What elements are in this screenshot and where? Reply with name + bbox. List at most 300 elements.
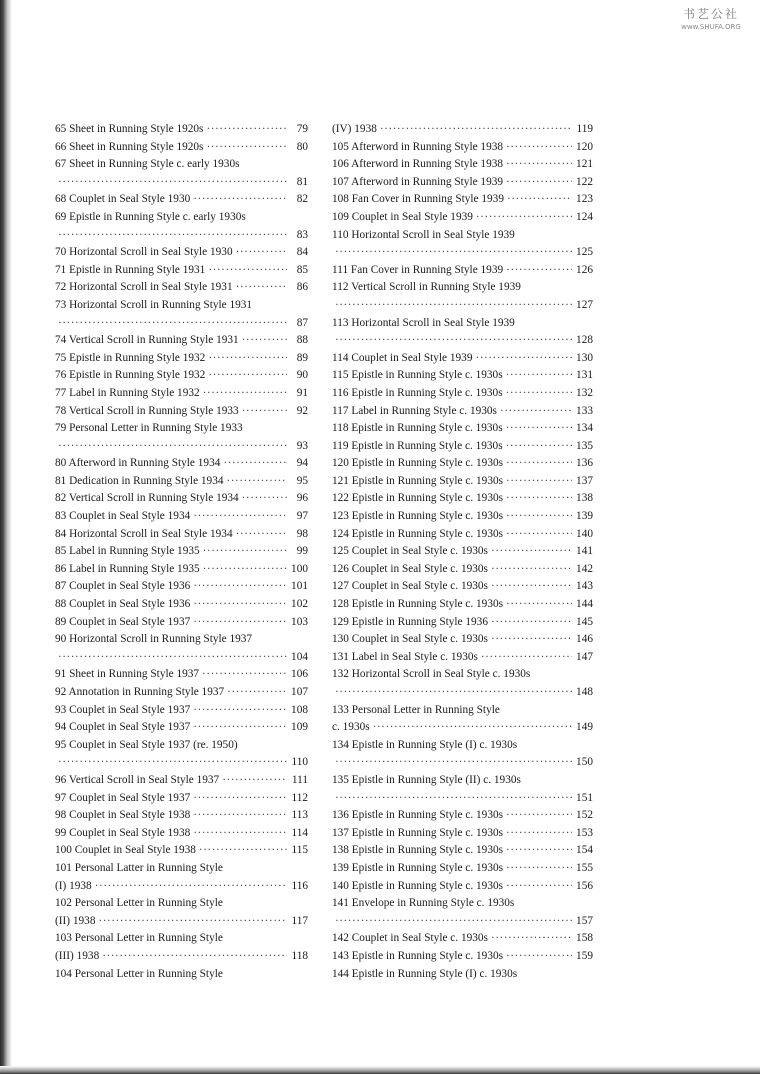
toc-entry-title: 135 Epistle in Running Style (II) c. 1930s (332, 773, 521, 786)
toc-entry-page: 88 (296, 334, 308, 347)
toc-entry-page: 79 (296, 123, 308, 135)
toc-entry-page: 109 (291, 721, 308, 734)
dot-leader (222, 772, 287, 790)
toc-entry-title: 128 Epistle in Running Style c. 1930s (332, 598, 504, 611)
dot-leader (236, 279, 287, 297)
toc-entry (332, 209, 593, 227)
toc-entry (332, 737, 593, 755)
toc-entry-title: 99 Couplet in Seal Style 1938 (55, 826, 191, 839)
toc-entry-page: 138 (576, 492, 593, 505)
toc-entry (332, 227, 593, 245)
toc-entry-page: 157 (576, 914, 593, 927)
toc-entry (332, 332, 593, 350)
toc-entry (332, 666, 593, 684)
toc-entry (332, 631, 593, 649)
dot-leader (506, 438, 572, 456)
toc-entry-title: 72 Horizontal Scroll in Seal Style 1931 (55, 281, 233, 294)
toc-entry (55, 367, 308, 385)
toc-entry (55, 578, 308, 596)
toc-entry-page: 82 (296, 193, 308, 206)
toc-entry (332, 825, 593, 843)
dot-leader (335, 244, 572, 262)
toc-entry-title: 87 Couplet in Seal Style 1936 (55, 580, 191, 593)
toc-entry (55, 244, 308, 262)
toc-entry-title: (I) 1938 (55, 879, 92, 892)
dot-leader (58, 649, 287, 667)
dot-leader (506, 139, 572, 157)
toc-entry (332, 702, 593, 720)
dot-leader (202, 666, 287, 684)
page-bottom-edge (0, 1066, 760, 1074)
toc-entry (55, 543, 308, 561)
toc-entry-page: 156 (576, 879, 593, 892)
toc-entry (332, 543, 593, 561)
toc-entry (332, 578, 593, 596)
toc-entry (332, 860, 593, 878)
toc-entry-page: 133 (576, 404, 593, 417)
toc-entry (55, 561, 308, 579)
watermark-stamp (672, 6, 750, 40)
toc-entry-title: 142 Couplet in Seal Style c. 1930s (332, 932, 488, 945)
toc-entry-page: 118 (291, 949, 308, 962)
toc-entry (55, 614, 308, 632)
toc-entry (55, 754, 308, 772)
toc-entry-title: 139 Epistle in Running Style c. 1930s (332, 861, 504, 874)
dot-leader (203, 543, 287, 561)
toc-entry-title: 79 Personal Letter in Running Style 1933 (55, 422, 243, 435)
dot-leader (203, 561, 287, 579)
dot-leader (491, 543, 572, 561)
toc-entry-page: 100 (291, 562, 308, 575)
toc-entry-page: 144 (576, 598, 593, 611)
toc-entry-title: 124 Epistle in Running Style c. 1930s (332, 527, 504, 540)
toc-entry (55, 121, 308, 139)
toc-entry-page: 103 (291, 615, 308, 628)
toc-entry (55, 930, 308, 948)
toc-entry-title: 78 Vertical Scroll in Running Style 1933 (55, 404, 239, 417)
toc-entry (55, 702, 308, 720)
toc-entry-page: 122 (576, 175, 593, 188)
toc-entry (332, 790, 593, 808)
toc-entry-page: 141 (576, 545, 593, 558)
toc-entry-page: 91 (296, 386, 308, 399)
toc-entry (332, 649, 593, 667)
toc-entry (332, 930, 593, 948)
toc-entry-title: 88 Couplet in Seal Style 1936 (55, 598, 191, 611)
dot-leader (58, 438, 287, 456)
dot-leader (506, 807, 572, 825)
toc-entry (55, 666, 308, 684)
toc-entry-title: 100 Couplet in Seal Style 1938 (55, 844, 196, 857)
toc-entry (55, 895, 308, 913)
toc-entry-page: 89 (296, 351, 308, 364)
toc-entry (55, 420, 308, 438)
dot-leader (227, 473, 288, 491)
dot-leader (491, 614, 572, 632)
page-binding-edge (0, 0, 12, 1074)
toc-entry-title: 77 Label in Running Style 1932 (55, 386, 200, 399)
toc-entry-page: 158 (576, 932, 593, 945)
toc-entry (332, 473, 593, 491)
toc-entry-page: 83 (296, 228, 308, 241)
toc-entry (332, 191, 593, 209)
toc-entry-title: 118 Epistle in Running Style c. 1930s (332, 422, 503, 435)
toc-entry-page: 86 (296, 281, 308, 294)
toc-entry (332, 139, 593, 157)
dot-leader (506, 367, 572, 385)
toc-entry-page: 126 (576, 263, 593, 276)
toc-entry (55, 807, 308, 825)
toc-entry (332, 174, 593, 192)
toc-entry-title: 84 Horizontal Scroll in Seal Style 1934 (55, 527, 233, 540)
dot-leader (335, 790, 572, 808)
toc-entry (332, 156, 593, 174)
toc-entry-title: 140 Epistle in Running Style c. 1930s (332, 879, 504, 892)
toc-entry-page: 125 (576, 246, 593, 259)
toc-entry (332, 948, 593, 966)
dot-leader (506, 385, 572, 403)
dot-leader (506, 174, 572, 192)
dot-leader (506, 825, 572, 843)
toc-entry-title: 82 Vertical Scroll in Running Style 1934 (55, 492, 239, 505)
toc-entry (55, 473, 308, 491)
toc-entry (332, 596, 593, 614)
toc-entry (332, 438, 593, 456)
toc-entry-title: 132 Horizontal Scroll in Seal Style c. 1930s (332, 668, 531, 681)
toc-entry (55, 649, 308, 667)
toc-entry-title: 134 Epistle in Running Style (I) c. 1930s (332, 738, 518, 751)
toc-entry (55, 315, 308, 333)
toc-entry (332, 614, 593, 632)
toc-entry (55, 737, 308, 755)
dot-leader (491, 631, 572, 649)
dot-leader (193, 191, 287, 209)
toc-entry (55, 227, 308, 245)
dot-leader (208, 350, 287, 368)
toc-entry-title: 104 Personal Letter in Running Style (55, 967, 223, 980)
dot-leader (335, 754, 572, 772)
toc-entry (332, 772, 593, 790)
toc-entry-title: 110 Horizontal Scroll in Seal Style 1939 (332, 228, 515, 241)
toc-entry-page: 135 (576, 439, 593, 452)
toc-entry-title: 143 Epistle in Running Style c. 1930s (332, 949, 504, 962)
dot-leader (335, 684, 572, 702)
toc-entry-page: 150 (576, 756, 593, 769)
toc-entry (55, 332, 308, 350)
dot-leader (507, 191, 572, 209)
dot-leader (475, 350, 572, 368)
toc-entry (55, 385, 308, 403)
dot-leader (193, 719, 287, 737)
toc-entry-page: 154 (576, 844, 593, 857)
toc-entry (332, 561, 593, 579)
dot-leader (491, 561, 572, 579)
toc-entry-title: 114 Couplet in Seal Style 1939 (332, 351, 473, 364)
toc-entry-title: 120 Epistle in Running Style c. 1930s (332, 457, 504, 470)
toc-entry-title: 98 Couplet in Seal Style 1938 (55, 809, 191, 822)
toc-entry (55, 490, 308, 508)
toc-entry (332, 684, 593, 702)
dot-leader (506, 473, 572, 491)
toc-entry-title: 106 Afterword in Running Style 1938 (332, 158, 504, 171)
toc-entry-page: 95 (296, 474, 308, 487)
dot-leader (58, 754, 287, 772)
watermark-title: 书艺公社 (682, 7, 739, 21)
toc-entry-page: 151 (576, 791, 593, 804)
toc-entry (55, 596, 308, 614)
toc-entry-page: 128 (576, 334, 593, 347)
dot-leader (506, 860, 572, 878)
dot-leader (193, 578, 287, 596)
toc-entry-title: 92 Annotation in Running Style 1937 (55, 686, 225, 698)
dot-leader (208, 262, 287, 280)
toc-entry-title: 93 Couplet in Seal Style 1937 (55, 703, 191, 716)
toc-entry (55, 156, 308, 174)
toc-entry (332, 807, 593, 825)
toc-entry-title: (IV) 1938 (332, 123, 377, 135)
dot-leader (236, 244, 287, 262)
toc-entry (55, 455, 308, 473)
toc-entry-title: 108 Fan Cover in Running Style 1939 (332, 193, 504, 206)
toc-entry-page: 119 (576, 123, 593, 135)
toc-entry-title: 116 Epistle in Running Style c. 1930s (332, 386, 503, 399)
toc-entry-title: 115 Epistle in Running Style c. 1930s (332, 369, 503, 382)
dot-leader (227, 684, 287, 702)
dot-leader (58, 315, 287, 333)
toc-entry-page: 134 (576, 422, 593, 435)
dot-leader (193, 596, 287, 614)
toc-entry (332, 385, 593, 403)
toc-entry-title: 89 Couplet in Seal Style 1937 (55, 615, 191, 628)
dot-leader (193, 702, 287, 720)
toc-entry-page: 90 (296, 369, 308, 382)
toc-entry-page: 92 (296, 404, 308, 417)
toc-entry (332, 315, 593, 333)
toc-entry (55, 772, 308, 790)
dot-leader (506, 490, 572, 508)
toc-entry-title: 74 Vertical Scroll in Running Style 1931 (55, 334, 239, 347)
toc-entry-title: 117 Label in Running Style c. 1930s (332, 404, 497, 417)
toc-entry-page: 115 (291, 844, 308, 857)
dot-leader (506, 420, 572, 438)
toc-entry (332, 121, 593, 139)
toc-entry (55, 860, 308, 878)
toc-entry-title: 102 Personal Letter in Running Style (55, 897, 223, 910)
toc-entry-title: 70 Horizontal Scroll in Seal Style 1930 (55, 246, 233, 259)
toc-entry (55, 842, 308, 860)
toc-entry (55, 948, 308, 966)
toc-entry-page: 102 (291, 598, 308, 611)
toc-entry-title: 141 Envelope in Running Style c. 1930s (332, 897, 515, 910)
toc-entry (55, 719, 308, 737)
toc-entry-title: 107 Afterword in Running Style 1939 (332, 175, 504, 188)
toc-entry (332, 350, 593, 368)
toc-entry-title: 75 Epistle in Running Style 1932 (55, 351, 206, 364)
toc-entry-page: 110 (291, 756, 308, 769)
toc-entry-title: 113 Horizontal Scroll in Seal Style 1939 (332, 316, 515, 329)
toc-entry-page: 153 (576, 826, 593, 839)
dot-leader (506, 948, 572, 966)
toc-entry (332, 966, 593, 984)
dot-leader (206, 139, 287, 157)
toc-entry-page: 112 (291, 791, 308, 804)
toc-entry-page: 136 (576, 457, 593, 470)
toc-entry (332, 508, 593, 526)
toc-entry-page: 94 (296, 457, 308, 470)
toc-entry-title: 81 Dedication in Running Style 1934 (55, 474, 224, 487)
toc-entry-page: 93 (296, 439, 308, 452)
toc-entry-title: 68 Couplet in Seal Style 1930 (55, 193, 191, 206)
toc-entry-page: 140 (576, 527, 593, 540)
toc-entry-title: 96 Vertical Scroll in Seal Style 1937 (55, 773, 220, 786)
toc-entry (332, 297, 593, 315)
dot-leader (476, 209, 572, 227)
toc-entry-title: 137 Epistle in Running Style c. 1930s (332, 826, 504, 839)
toc-entry-title: 123 Epistle in Running Style c. 1930s (332, 510, 504, 523)
toc-entry-page: 108 (291, 703, 308, 716)
toc-entry (55, 350, 308, 368)
toc-entry-title: 127 Couplet in Seal Style c. 1930s (332, 580, 488, 593)
dot-leader (236, 526, 287, 544)
toc-entry-title: 67 Sheet in Running Style c. early 1930s (55, 158, 240, 171)
toc-entry-page: 117 (291, 914, 308, 927)
toc-entry (332, 526, 593, 544)
toc-entry-page: 145 (576, 615, 593, 628)
toc-entry-page: 123 (576, 193, 593, 206)
dot-leader (506, 878, 572, 896)
dot-leader (506, 596, 572, 614)
toc-entry (55, 209, 308, 227)
dot-leader (506, 842, 572, 860)
toc-entry (332, 279, 593, 297)
dot-leader (506, 526, 572, 544)
toc-entry-page: 113 (291, 809, 308, 822)
toc-entry-title: 129 Epistle in Running Style 1936 (332, 615, 488, 628)
toc-entry (55, 913, 308, 931)
toc-entry-page: 87 (296, 316, 308, 329)
toc-entry (55, 139, 308, 157)
dot-leader (506, 455, 572, 473)
toc-entry-page: 97 (296, 510, 308, 523)
toc-entry (332, 913, 593, 931)
toc-entry-title: 69 Epistle in Running Style c. early 1930s (55, 210, 246, 223)
toc-entry-title: 66 Sheet in Running Style 1920s (55, 140, 204, 153)
toc-entry-title: 73 Horizontal Scroll in Running Style 1931 (55, 298, 253, 311)
toc-entry-title: 144 Epistle in Running Style (I) c. 1930s (332, 967, 518, 980)
toc-entry-title: 83 Couplet in Seal Style 1934 (55, 510, 191, 523)
toc-entry (55, 438, 308, 456)
dot-leader (193, 508, 287, 526)
dot-leader (380, 121, 572, 139)
toc-entry-page: 114 (291, 826, 308, 839)
toc-entry-title: 101 Personal Latter in Running Style (55, 861, 223, 874)
toc-entry-page: 127 (576, 298, 593, 311)
dot-leader (491, 930, 572, 948)
toc-entry (55, 966, 308, 984)
toc-entry-page: 124 (576, 210, 593, 223)
dot-leader (58, 174, 287, 192)
toc-entry (55, 403, 308, 421)
toc-entry-title: 131 Label in Seal Style c. 1930s (332, 650, 478, 663)
toc-entry-title: 136 Epistle in Running Style c. 1930s (332, 809, 504, 822)
toc-entry-page: 120 (576, 140, 593, 153)
toc-entry-title: 138 Epistle in Running Style c. 1930s (332, 844, 504, 857)
dot-leader (506, 508, 572, 526)
toc-entry-page: 121 (576, 158, 593, 171)
dot-leader (193, 614, 287, 632)
toc-entry (332, 244, 593, 262)
toc-entry-page: 149 (576, 721, 593, 734)
toc-entry-page: 137 (576, 474, 593, 487)
toc-entry-title: 71 Epistle in Running Style 1931 (55, 263, 206, 276)
toc-entry-title: 105 Afterword in Running Style 1938 (332, 140, 504, 153)
dot-leader (193, 807, 287, 825)
toc-entry-page: 152 (576, 809, 593, 822)
toc-entry-title: 109 Couplet in Seal Style 1939 (332, 210, 473, 223)
toc-entry (55, 631, 308, 649)
toc-entry-page: 99 (296, 545, 308, 558)
toc-entry-page: 147 (576, 650, 593, 663)
toc-entry-page: 98 (296, 527, 308, 540)
toc-entry-page: 142 (576, 562, 593, 575)
toc-entry-page: 146 (576, 633, 593, 646)
toc-entry-title: (II) 1938 (55, 914, 96, 927)
toc-entry (55, 684, 308, 702)
toc-entry-title: 91 Sheet in Running Style 1937 (55, 668, 200, 681)
dot-leader (223, 455, 287, 473)
toc-entry-title: 121 Epistle in Running Style c. 1930s (332, 474, 504, 487)
toc-entry-page: 132 (576, 386, 593, 399)
toc-entry-title: 119 Epistle in Running Style c. 1930s (332, 439, 503, 452)
dot-leader (373, 719, 572, 737)
toc-entry-page: 116 (291, 879, 308, 892)
toc-entry (332, 420, 593, 438)
toc-entry (332, 842, 593, 860)
toc-entry (332, 754, 593, 772)
toc-right-column (332, 121, 593, 983)
toc-entry (55, 790, 308, 808)
toc-entry-page: 159 (576, 949, 593, 962)
dot-leader (242, 403, 287, 421)
toc-entry-title: 103 Personal Letter in Running Style (55, 932, 223, 945)
toc-entry-page: 143 (576, 580, 593, 593)
toc-entry-title: 65 Sheet in Running Style 1920s (55, 123, 204, 135)
toc-entry (55, 878, 308, 896)
toc-entry-page: 80 (296, 140, 308, 153)
toc-entry-page: 111 (291, 773, 308, 786)
toc-entry (332, 719, 593, 737)
dot-leader (193, 825, 287, 843)
dot-leader (335, 332, 572, 350)
dot-leader (203, 385, 287, 403)
toc-entry-page: 131 (576, 369, 593, 382)
watermark-url: www.SHUFA.ORG (681, 23, 741, 31)
toc-entry (55, 174, 308, 192)
toc-entry-title: 133 Personal Letter in Running Style (332, 703, 500, 716)
toc-entry-page: 130 (576, 351, 593, 364)
toc-entry-page: 84 (296, 246, 308, 259)
toc-entry (55, 279, 308, 297)
toc-entry-title: 126 Couplet in Seal Style c. 1930s (332, 562, 488, 575)
toc-entry-title: 122 Epistle in Running Style c. 1930s (332, 492, 504, 505)
toc-entry (55, 297, 308, 315)
toc-entry (55, 825, 308, 843)
toc-entry-title: 94 Couplet in Seal Style 1937 (55, 721, 191, 734)
toc-entry-title: c. 1930s (332, 721, 370, 734)
dot-leader (506, 156, 572, 174)
toc-entry-page: 148 (576, 686, 593, 698)
toc-entry-page: 107 (291, 686, 308, 698)
